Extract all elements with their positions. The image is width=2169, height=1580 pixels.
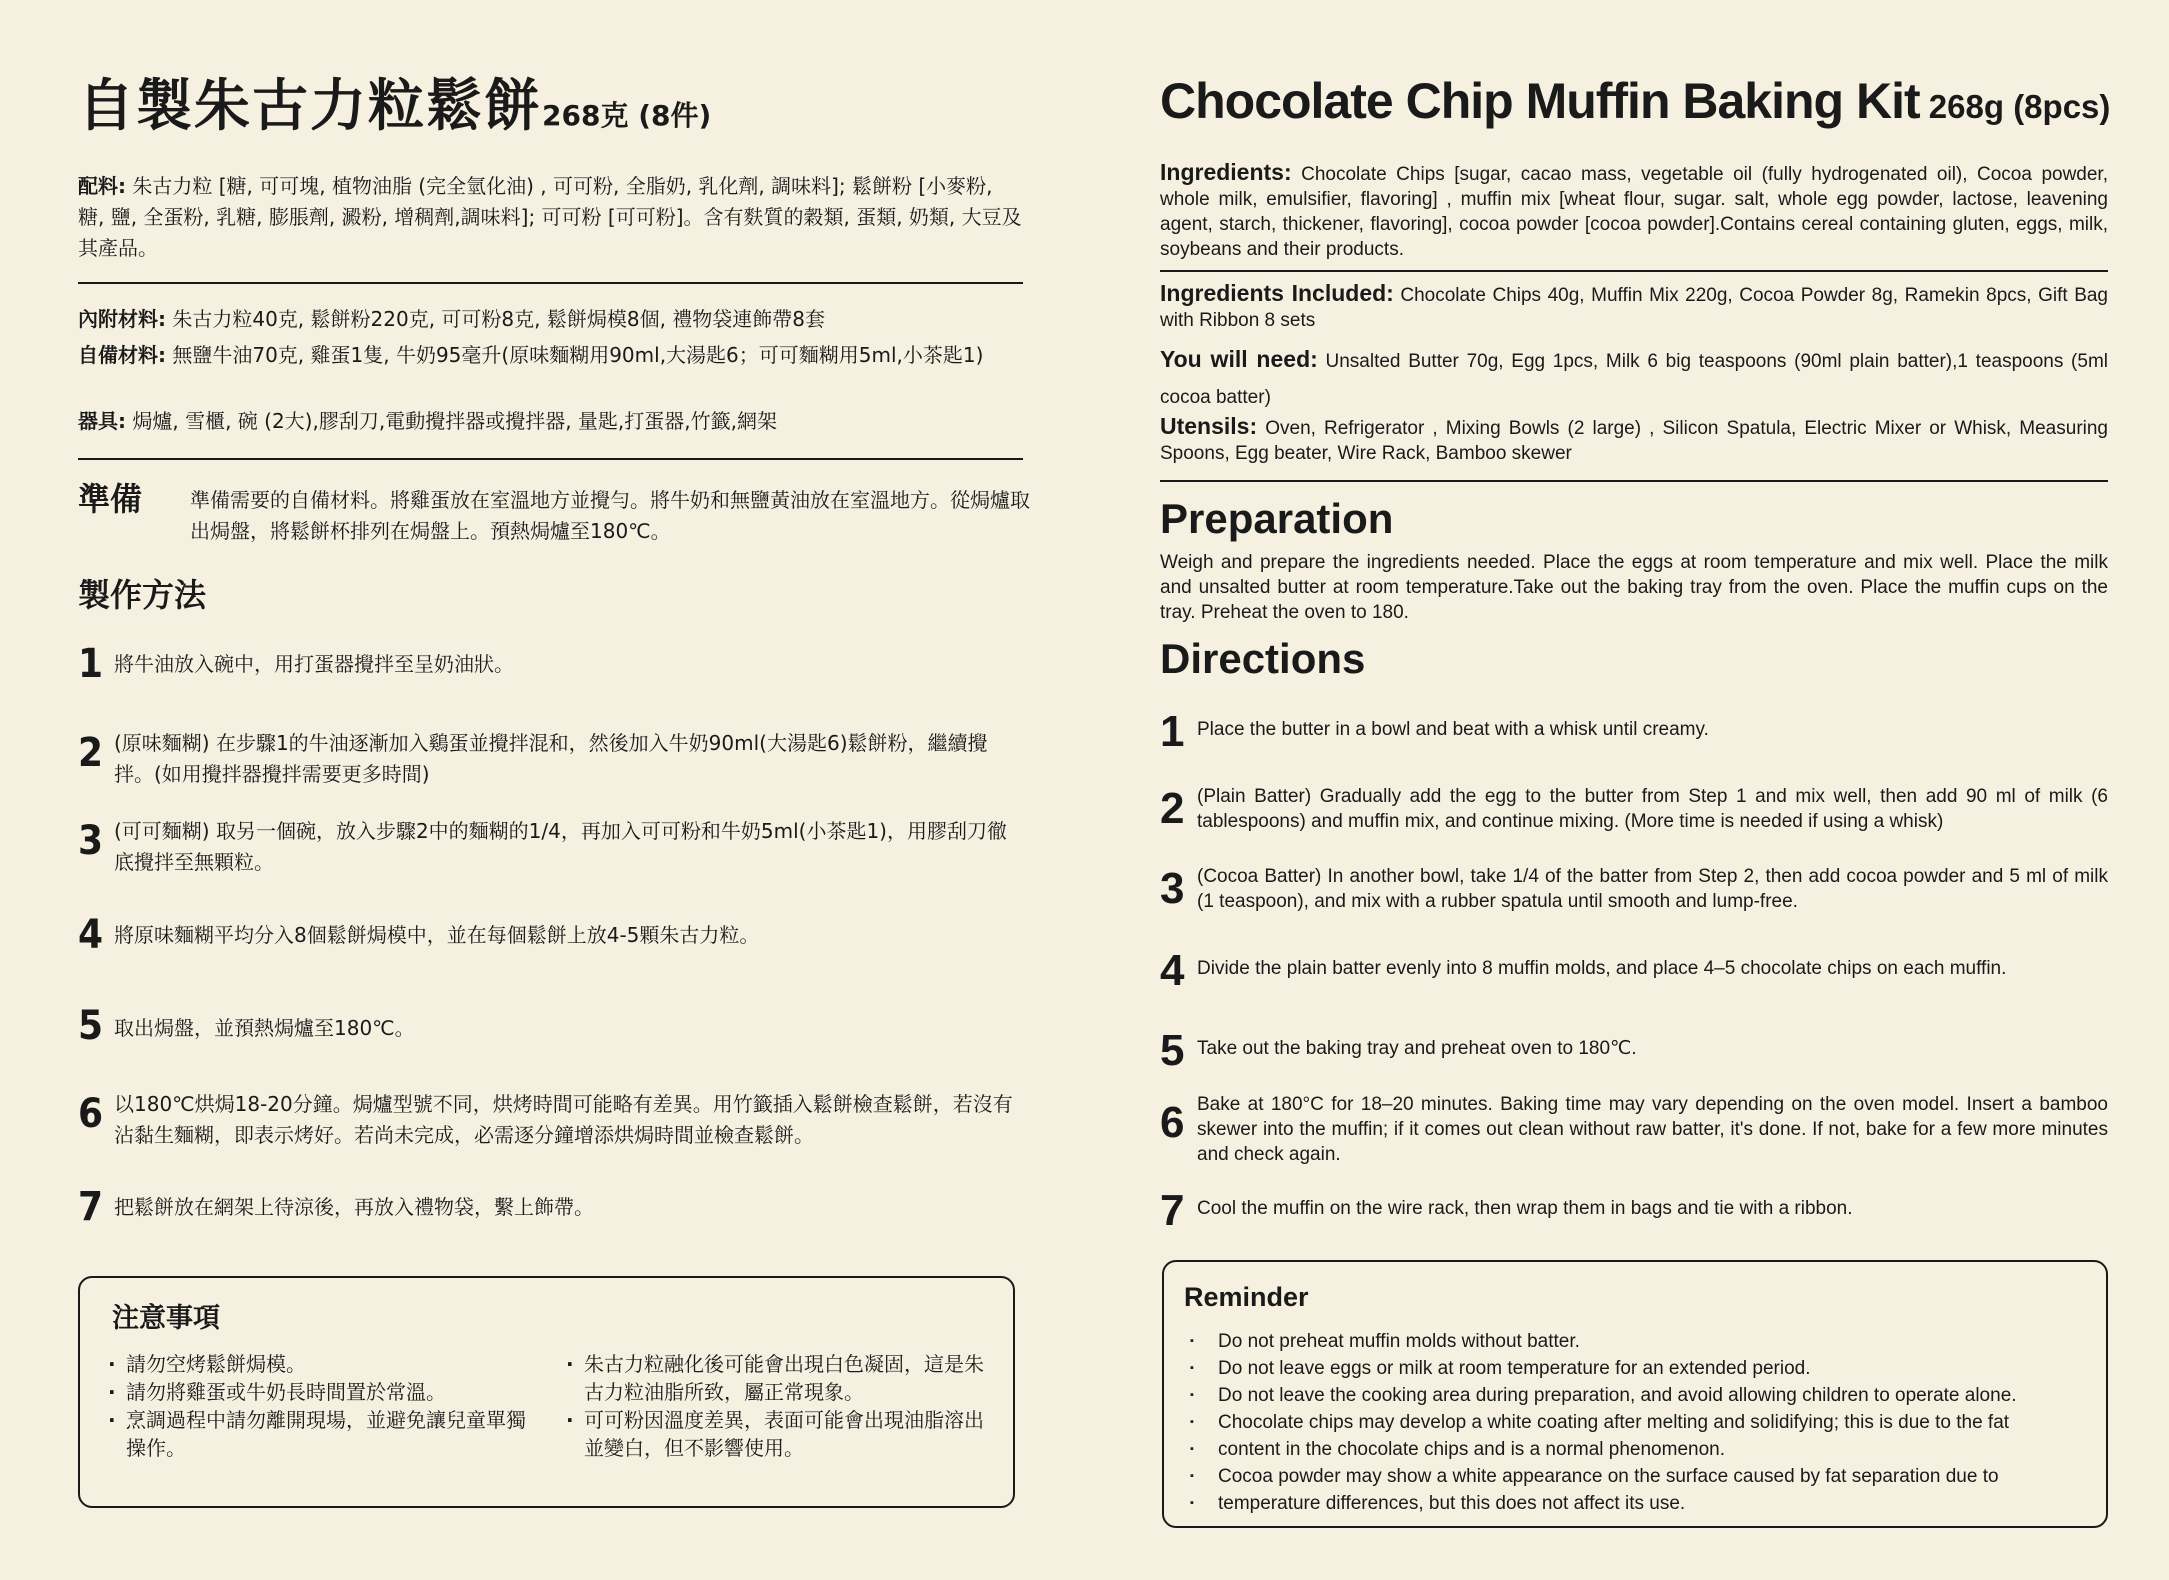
zh-ingredients-text: 朱古力粒 [糖, 可可塊, 植物油脂 (完全氫化油) , 可可粉, 全脂奶, 乳化劑, 調味料]; 鬆餅粉 [小麥粉, 糖, 鹽, 全蛋粉, 乳糖, 膨脹劑, 澱粉, 增稠劑,調味料]; 可可粉 [可可粉]。含有麩質的穀類, 蛋類, 奶類, 大豆及其產品。	[78, 174, 1022, 260]
zh-notes-list-1	[108, 1350, 528, 1462]
en-need-text: Unsalted Butter 70g, Egg 1pcs, Milk 6 big teaspoons (90ml plain batter),1 teaspoons (5ml cocoa batter)	[1160, 351, 2108, 408]
en-title	[1160, 72, 2110, 130]
note-item: · 朱古力粒融化後可能會出現白色凝固，這是朱古力粒油脂所致，屬正常現象。	[566, 1350, 986, 1406]
divider	[1160, 480, 2108, 482]
zh-included-text: 朱古力粒40克, 鬆餅粉220克, 可可粉8克, 鬆餅焗模8個, 禮物袋連飾帶8套	[166, 307, 826, 331]
step-number: 2	[78, 730, 104, 776]
zh-need	[78, 340, 1023, 371]
zh-ingredients-label: 配料:	[78, 174, 126, 198]
en-reminder-list	[1186, 1328, 2091, 1517]
step-number: 7	[78, 1184, 104, 1230]
zh-included-label: 內附材料:	[78, 307, 166, 331]
divider	[78, 458, 1023, 460]
en-ingredients-text: Chocolate Chips [sugar, cacao mass, vegetable oil (fully hydrogenated oil), Cocoa powder, whole milk, emulsifier, flavoring] , muffin mix [wheat flour, sugar. salt, whole egg powder, lactose, leavening agent, starch, thickener, flavoring], cocoa powder [cocoa powder].Contains cereal containing gluten, eggs, milk, soybeans and their products.	[1160, 164, 2108, 260]
note-item: ▪ Chocolate chips may develop a white coating after melting and solidifying; this is due to the fat	[1186, 1409, 2091, 1436]
en-title-size: 268g (8pcs)	[1919, 88, 2111, 125]
en-reminder-title: Reminder	[1184, 1282, 1309, 1312]
step-number: 4	[78, 912, 104, 958]
step-text: 將原味麵糊平均分入8個鬆餅焗模中，並在每個鬆餅上放4-5顆朱古力粒。	[114, 923, 760, 947]
zh-title	[78, 62, 711, 142]
step-number: 5	[1160, 1026, 1185, 1075]
en-reminder-box	[1162, 1260, 2108, 1528]
note-item: ▪ temperature differences, but this does not affect its use.	[1186, 1490, 2091, 1517]
step-number: 2	[1160, 784, 1185, 833]
step-text: Bake at 180°C for 18–20 minutes. Baking time may vary depending on the oven model. Insert a bamboo skewer into the muffin; if it comes out clean without raw batter, it's done. If not, bake for a few more minutes and check again.	[1197, 1094, 2108, 1165]
step-text: (可可麵糊) 取另一個碗，放入步驟2中的麵糊的1/4，再加入可可粉和牛奶5ml(小茶匙1)，用膠刮刀徹底攪拌至無顆粒。	[114, 819, 1007, 874]
zh-included	[78, 304, 1023, 335]
note-item: · 可可粉因溫度差異，表面可能會出現油脂溶出並變白，但不影響使用。	[566, 1406, 986, 1462]
step-number: 6	[78, 1091, 104, 1137]
note-item: ▪ content in the chocolate chips and is a normal phenomenon.	[1186, 1436, 2091, 1463]
step-text: (原味麵糊) 在步驟1的牛油逐漸加入鷄蛋並攪拌混和，然後加入牛奶90ml(大湯匙6)鬆餅粉，繼續攪拌。(如用攪拌器攪拌需要更多時間)	[114, 731, 988, 786]
note-item: ▪ Cocoa powder may show a white appearance on the surface caused by fat separation due to	[1186, 1463, 2091, 1490]
step-text: Take out the baking tray and preheat oven to 180℃.	[1197, 1038, 1637, 1059]
en-method-title: Directions	[1160, 635, 1366, 682]
en-utensils	[1160, 414, 2108, 466]
zh-title-main: 自製朱古力粒鬆餅	[78, 74, 542, 139]
step-text: (Plain Batter) Gradually add the egg to the butter from Step 1 and mix well, then add 90 ml of milk (6 tablespoons) and muffin mix, and continue mixing. (More time is needed if using a whisk)	[1197, 786, 2108, 832]
en-ingredients-label: Ingredients:	[1160, 159, 1292, 185]
note-item: ▪ Do not leave eggs or milk at room temperature for an extended period.	[1186, 1355, 2091, 1382]
step-text: Divide the plain batter evenly into 8 muffin molds, and place 4–5 chocolate chips on each muffin.	[1197, 958, 2007, 979]
zh-prep-title: 準備	[78, 480, 143, 518]
en-included-text: Chocolate Chips 40g, Muffin Mix 220g, Cocoa Powder 8g, Ramekin 8pcs, Gift Bag with Ribbon 8 sets	[1160, 285, 2108, 331]
step-number: 1	[78, 641, 104, 687]
step-text: 將牛油放入碗中，用打蛋器攪拌至呈奶油狀。	[114, 652, 514, 676]
zh-title-size: 268克 (8件)	[542, 99, 712, 132]
en-included-label: Ingredients Included:	[1160, 280, 1394, 306]
en-prep-title: Preparation	[1160, 495, 1394, 542]
note-item: ▪ Do not leave the cooking area during preparation, and avoid allowing children to operate alone.	[1186, 1382, 2091, 1409]
step-text: Place the butter in a bowl and beat with a whisk until creamy.	[1197, 719, 1709, 740]
step-number: 4	[1160, 946, 1185, 995]
zh-method-title: 製作方法	[78, 576, 207, 614]
step-number: 5	[78, 1003, 104, 1049]
note-item: · 請勿空烤鬆餅焗模。	[108, 1350, 528, 1378]
zh-notes-list-2	[566, 1350, 986, 1462]
step-text: Cool the muffin on the wire rack, then wrap them in bags and tie with a ribbon.	[1197, 1198, 1853, 1219]
divider	[1160, 270, 2108, 272]
zh-need-label: 自備材料:	[78, 343, 166, 367]
zh-notes-box	[78, 1276, 1015, 1508]
en-prep-text: Weigh and prepare the ingredients needed. Place the eggs at room temperature and mix well. Place the milk and unsalted butter at room temperature.Take out the baking tray from the oven. Place the muffin cups on the tray. Preheat the oven to 180.	[1160, 552, 2108, 623]
note-item: ▪ Do not preheat muffin molds without batter.	[1186, 1328, 2091, 1355]
step-number: 1	[1160, 707, 1185, 756]
step-number: 6	[1160, 1098, 1185, 1147]
zh-notes-title: 注意事項	[112, 1303, 220, 1334]
step-text: 把鬆餅放在網架上待涼後，再放入禮物袋，繫上飾帶。	[114, 1195, 594, 1219]
en-need-label: You will need:	[1160, 346, 1318, 372]
step-text: 取出焗盤，並預熱焗爐至180℃。	[114, 1016, 415, 1040]
en-included	[1160, 281, 2108, 333]
note-item: · 烹調過程中請勿離開現場，並避免讓兒童單獨操作。	[108, 1406, 528, 1462]
step-number: 7	[1160, 1186, 1185, 1235]
zh-need-text: 無鹽牛油70克, 雞蛋1隻, 牛奶95毫升(原味麵糊用90ml,大湯匙6；可可麵糊用5ml,小茶匙1)	[166, 343, 984, 367]
en-need	[1160, 341, 2108, 416]
zh-ingredients	[78, 171, 1023, 264]
step-number: 3	[78, 818, 104, 864]
zh-utensils-label: 器具:	[78, 409, 126, 433]
note-item: · 請勿將雞蛋或牛奶長時間置於常溫。	[108, 1378, 528, 1406]
step-text: 以180℃烘焗18-20分鐘。焗爐型號不同，烘烤時間可能略有差異。用竹籤插入鬆餅檢查鬆餅，若沒有沾黏生麵糊，即表示烤好。若尚未完成，必需逐分鐘增添烘焗時間並檢查鬆餅。	[114, 1092, 1013, 1147]
zh-utensils	[78, 406, 1023, 437]
zh-utensils-text: 焗爐, 雪櫃, 碗 (2大),膠刮刀,電動攪拌器或攪拌器, 量匙,打蛋器,竹籤,網架	[126, 409, 777, 433]
en-utensils-text: Oven, Refrigerator , Mixing Bowls (2 large) , Silicon Spatula, Electric Mixer or Whisk, Measuring Spoons, Egg beater, Wire Rack, Bamboo skewer	[1160, 418, 2108, 464]
en-title-main: Chocolate Chip Muffin Baking Kit	[1160, 73, 1920, 129]
en-ingredients	[1160, 160, 2108, 262]
step-number: 3	[1160, 864, 1185, 913]
step-text: (Cocoa Batter) In another bowl, take 1/4 of the batter from Step 2, then add cocoa powder and 5 ml of milk (1 teaspoon), and mix with a rubber spatula until smooth and lump-free.	[1197, 866, 2108, 912]
zh-prep-text: 準備需要的自備材料。將雞蛋放在室溫地方並攪勻。將牛奶和無鹽黃油放在室溫地方。從焗爐取出焗盤，將鬆餅杯排列在焗盤上。預熱焗爐至180℃。	[190, 488, 1030, 543]
divider	[78, 282, 1023, 284]
en-utensils-label: Utensils:	[1160, 413, 1258, 439]
